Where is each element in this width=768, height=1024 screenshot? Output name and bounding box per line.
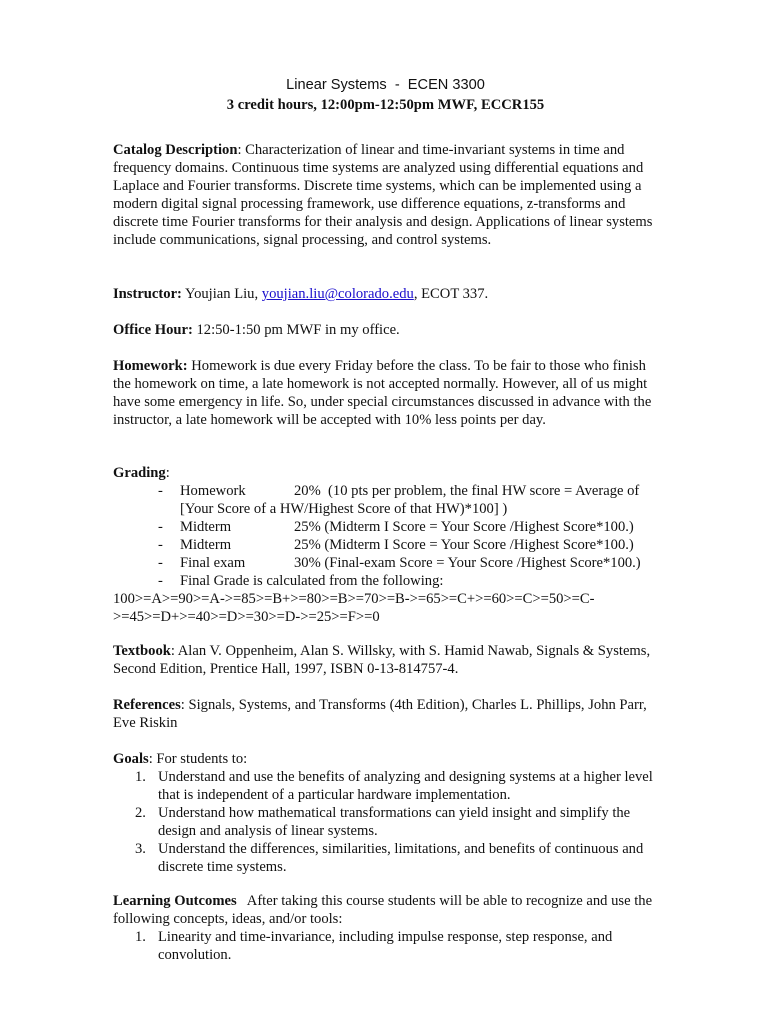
homework-label: Homework:	[113, 358, 188, 374]
homework-text: Homework is due every Friday before the class. To be fair to those who finish the homework on time, a late homework is not accepted normally. However, all of us might have some emergency in life. So, under special circumstances discussed in advance with the instructor, a late homework will be accepted with 10% less points per day.	[113, 358, 652, 428]
course-subtitle: 3 credit hours, 12:00pm-12:50pm MWF, ECCR155	[226, 97, 545, 113]
grading-label: Grading	[113, 465, 166, 481]
grading-final-note-text: Final Grade is calculated from the following:	[180, 573, 444, 589]
textbook-text: : Alan V. Oppenheim, Alan S. Willsky, with S. Hamid Nawab, Signals & Systems, Second Edition, Prentice Hall, 1997, ISBN 0-13-814757-4.	[113, 643, 651, 677]
office-hour-label: Office Hour:	[113, 322, 193, 338]
list-number: 3.	[135, 841, 146, 857]
grading-item-final-exam	[113, 554, 658, 572]
list-item-text: Understand the differences, similarities, limitations, and benefits of continuous and discrete time systems.	[158, 841, 644, 875]
catalog-text: : Characterization of linear and time-invariant systems in time and frequency domains. Continuous time systems are analyzed using differential equations and Laplace and Fourier transforms. Discrete time systems, which can be implemented using a modern digital signal processing framework, use difference equations, z-transforms and discrete time Fourier transforms for their analysis and design. Applications of linear systems include communications, signal processing, and control systems.	[113, 142, 653, 248]
bullet-dash: -	[158, 483, 163, 499]
grading-final-note	[113, 572, 658, 590]
catalog-label: Catalog Description	[113, 142, 238, 158]
grading-item-name: Midterm	[180, 537, 232, 553]
list-number: 2.	[135, 805, 146, 821]
bullet-dash: -	[158, 519, 163, 535]
grading-item-desc: 20% (10 pts per problem, the final HW score = Average of	[294, 483, 640, 499]
grading-scale-line-2	[113, 608, 658, 626]
grading-item-name: Homework	[180, 483, 246, 499]
grading-item-desc-cont: [Your Score of a HW/Highest Score of that HW)*100] )	[180, 501, 508, 517]
office-hour-text: 12:50-1:50 pm MWF in my office.	[192, 322, 400, 338]
instructor-name: Youjian Liu,	[181, 286, 262, 302]
grading-colon: :	[165, 465, 170, 481]
list-item-text: Understand and use the benefits of analyzing and designing systems at a higher level that is independent of a particular hardware implementation.	[158, 769, 653, 803]
learning-outcomes-intro: After taking this course students will be able to recognize and use the following concepts, ideas, and/or tools:	[113, 893, 656, 927]
list-item-text: Understand how mathematical transformations can yield insight and simplify the design and analysis of linear systems.	[158, 805, 631, 839]
bullet-dash: -	[158, 573, 163, 589]
learning-outcomes-section	[113, 892, 658, 928]
list-number: 1.	[135, 929, 146, 945]
instructor-label: Instructor:	[113, 286, 182, 302]
bullet-dash: -	[158, 537, 163, 553]
grading-item-homework	[113, 482, 658, 500]
goals-heading	[113, 750, 658, 768]
bullet-dash: -	[158, 555, 163, 571]
references-label: References	[113, 697, 181, 713]
homework-section	[113, 357, 658, 429]
textbook-label: Textbook	[113, 643, 171, 659]
grading-item-desc: 30% (Final-exam Score = Your Score /Highest Score*100.)	[294, 555, 641, 571]
grading-item-desc: 25% (Midterm I Score = Your Score /Highest Score*100.)	[294, 537, 634, 553]
office-hour-line	[113, 321, 658, 339]
textbook-section	[113, 642, 658, 678]
catalog-description	[113, 141, 658, 249]
instructor-email-link[interactable]: youjian.liu@colorado.edu	[261, 286, 414, 302]
grading-scale-line-1	[113, 590, 658, 608]
grading-item-name: Midterm	[180, 519, 232, 535]
grading-item-desc: 25% (Midterm I Score = Your Score /Highest Score*100.)	[294, 519, 634, 535]
learning-outcomes-label: Learning Outcomes	[113, 893, 237, 909]
grading-item-homework-cont	[113, 500, 658, 518]
course-title: Linear Systems - ECEN 3300	[286, 77, 485, 93]
instructor-office: , ECOT 337.	[413, 286, 489, 302]
grading-heading	[113, 464, 658, 482]
grading-item-midterm-1	[113, 518, 658, 536]
goals-label: Goals	[113, 751, 149, 767]
references-text: : Signals, Systems, and Transforms (4th Edition), Charles L. Phillips, John Parr, Eve Riskin	[113, 697, 647, 731]
list-number: 1.	[135, 769, 146, 785]
grading-scale-text: >=45>=D+>=40>=D>=30>=D->=25>=F>=0	[113, 609, 380, 625]
instructor-line	[113, 285, 658, 303]
grading-item-name: Final exam	[180, 555, 246, 571]
grading-item-midterm-2	[113, 536, 658, 554]
references-section	[113, 696, 658, 732]
grading-scale-text: 100>=A>=90>=A->=85>=B+>=80>=B>=70>=B->=65>=C+>=60>=C>=50>=C-	[113, 591, 595, 607]
list-item-text: Linearity and time-invariance, including impulse response, step response, and convolution.	[158, 929, 613, 963]
goals-intro: : For students to:	[148, 751, 248, 767]
